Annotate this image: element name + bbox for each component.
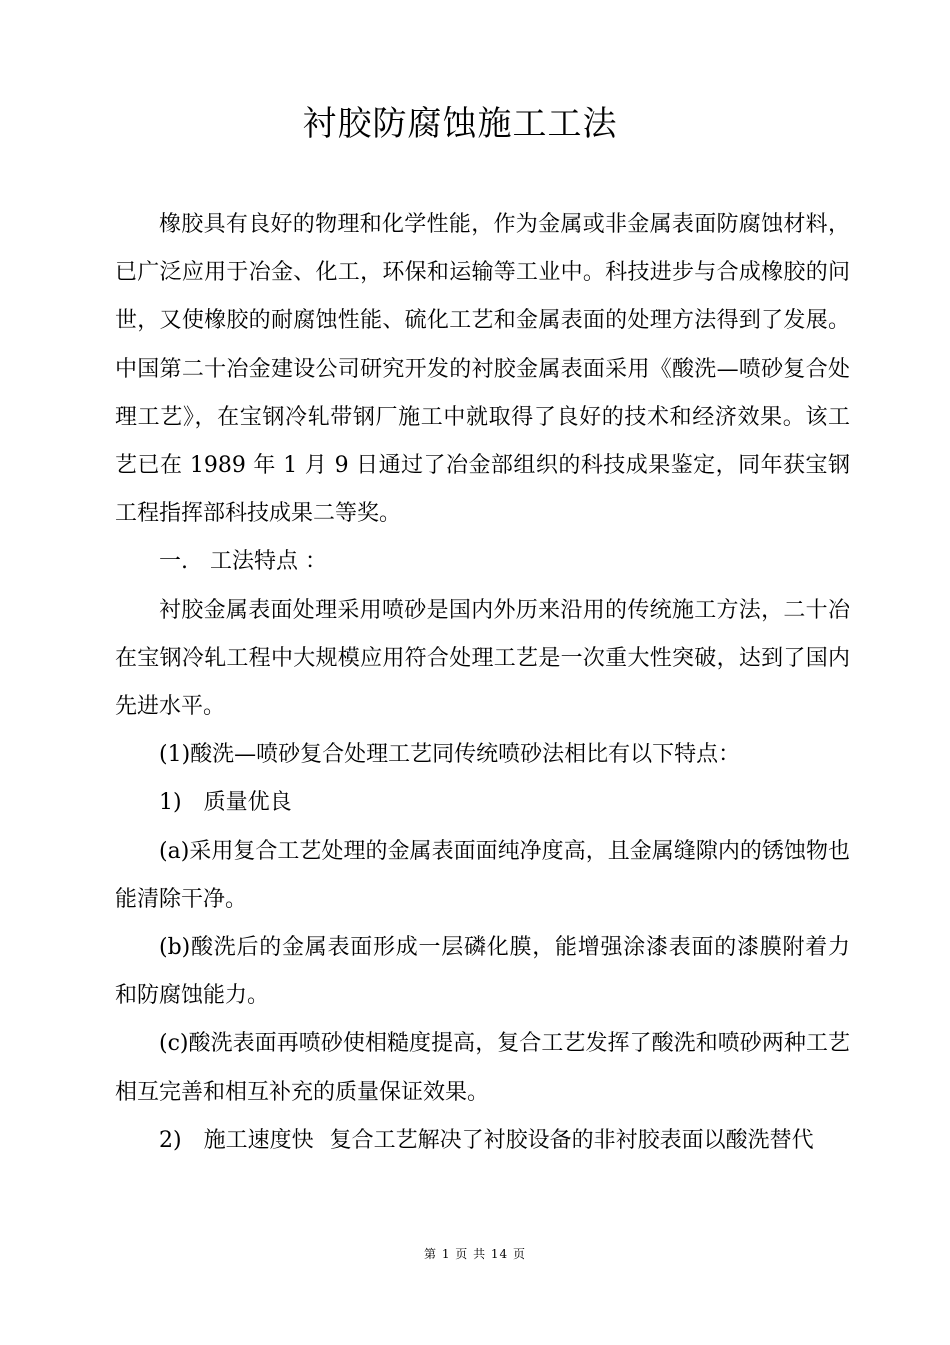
subheading-title: 施工速度快 bbox=[203, 1127, 314, 1153]
page-footer: 第 1 页 共 14 页 bbox=[424, 1247, 526, 1261]
subheading-number: 2) bbox=[159, 1127, 182, 1153]
subheading-title: 质量优良 bbox=[203, 790, 292, 816]
document-body bbox=[115, 201, 850, 1165]
subheading-quality bbox=[115, 779, 850, 827]
comparison-paragraph: (1)酸洗—喷砂复合处理工艺同传统喷砂法相比有以下特点： bbox=[159, 742, 741, 768]
quality-item-c: (c)酸洗表面再喷砂使相糙度提高，复合工艺发挥了酸洗和喷砂两种工艺相互完善和相互补充的质量保证效果。 bbox=[115, 1031, 850, 1105]
document-title: 衬胶防腐蚀施工工法 bbox=[302, 104, 618, 144]
section-heading-features bbox=[115, 538, 850, 586]
quality-item-b: (b)酸洗后的金属表面形成一层磷化膜，能增强涂漆表面的漆膜附着力和防腐蚀能力。 bbox=[115, 935, 850, 1009]
features-paragraph: 衬胶金属表面处理采用喷砂是国内外历来沿用的传统施工方法，二十冶在宝钢冷轧工程中大规模应用符合处理工艺是一次重大性突破，达到了国内先进水平。 bbox=[115, 597, 850, 720]
section-number: 一. bbox=[159, 549, 188, 575]
section-title: 工法特点 ： bbox=[210, 549, 327, 575]
speed-paragraph-text: 复合工艺解决了衬胶设备的非衬胶表面以酸洗替代 bbox=[329, 1127, 814, 1153]
intro-paragraph: 橡胶具有良好的物理和化学性能，作为金属或非金属表面防腐蚀材料，已广泛应用于冶金、化工，环保和运输等工业中。科技进步与合成橡胶的问世，又使橡胶的耐腐蚀性能、硫化工艺和金属表面的处理方法得到了发展。中国第二十冶金建设公司研究开发的衬胶金属表面采用《酸洗—喷砂复合处理工艺》，在宝钢冷轧带钢厂施工中就取得了良好的技术和经济效果。该工艺已在 1989 年 1 月 9 日通过了冶金部组织的科技成果鉴定，同年获宝钢工程指挥部科技成果二等奖。 bbox=[115, 212, 850, 527]
subheading-speed bbox=[115, 1117, 850, 1165]
subheading-number: 1) bbox=[159, 790, 182, 816]
quality-item-a: (a)采用复合工艺处理的金属表面面纯净度高，且金属缝隙内的锈蚀物也能清除干净。 bbox=[115, 838, 850, 912]
